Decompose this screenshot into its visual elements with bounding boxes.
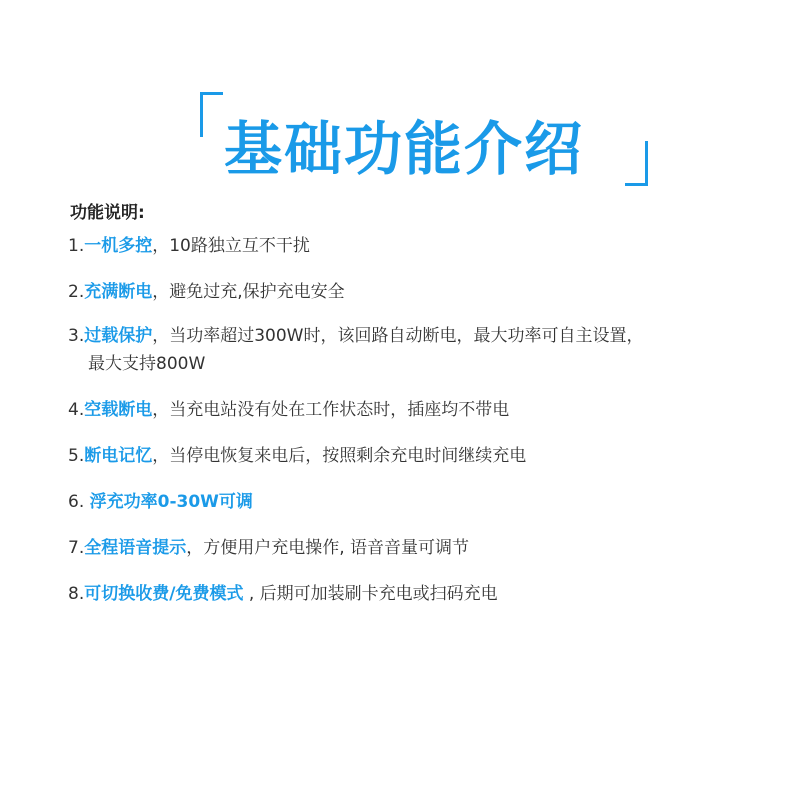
- feature-number: 2.: [68, 282, 85, 302]
- section-subtitle: 功能说明:: [70, 203, 145, 223]
- feature-list: [68, 232, 788, 608]
- feature-text: , 后期可加装刷卡充电或扫码充电: [243, 584, 498, 604]
- feature-number: 7.: [68, 538, 85, 558]
- feature-number: 3.: [68, 326, 85, 346]
- feature-item-1: [68, 232, 788, 260]
- feature-highlight: 浮充功率0-30W可调: [89, 492, 253, 512]
- feature-item-5: [68, 442, 788, 470]
- feature-number: 1.: [68, 236, 85, 256]
- feature-text: ，当功率超过300W时，该回路自动断电，最大功率可自主设置，: [152, 326, 644, 346]
- feature-item-8: [68, 580, 788, 608]
- feature-text: ，当停电恢复来电后，按照剩余充电时间继续充电: [152, 446, 527, 466]
- title-bracket-top-left: [200, 92, 223, 137]
- feature-highlight: 空载断电: [84, 400, 153, 420]
- feature-item-2: [68, 278, 788, 306]
- feature-highlight: 可切换收费/免费模式: [84, 584, 244, 604]
- feature-highlight: 过载保护: [84, 326, 153, 346]
- title-bracket-bottom-right: [625, 141, 648, 186]
- feature-number: 6.: [68, 492, 90, 512]
- feature-text-continued: 最大支持800W: [88, 354, 206, 374]
- feature-item-3: [68, 322, 788, 378]
- feature-highlight: 断电记忆: [84, 446, 153, 466]
- feature-highlight: 充满断电: [84, 282, 153, 302]
- page-title: 基础功能介绍: [224, 115, 585, 183]
- feature-item-7: [68, 534, 788, 562]
- feature-highlight: 全程语音提示: [84, 538, 187, 558]
- feature-number: 4.: [68, 400, 85, 420]
- title-block: [190, 88, 660, 188]
- feature-text: ，10路独立互不干扰: [152, 236, 310, 256]
- feature-number: 5.: [68, 446, 85, 466]
- feature-text: ，当充电站没有处在工作状态时，插座均不带电: [152, 400, 510, 420]
- feature-item-6: [68, 488, 788, 516]
- feature-item-4: [68, 396, 788, 424]
- feature-text: ，避免过充,保护充电安全: [152, 282, 345, 302]
- feature-highlight: 一机多控: [84, 236, 153, 256]
- feature-number: 8.: [68, 584, 85, 604]
- feature-text: ，方便用户充电操作, 语音音量可调节: [186, 538, 470, 558]
